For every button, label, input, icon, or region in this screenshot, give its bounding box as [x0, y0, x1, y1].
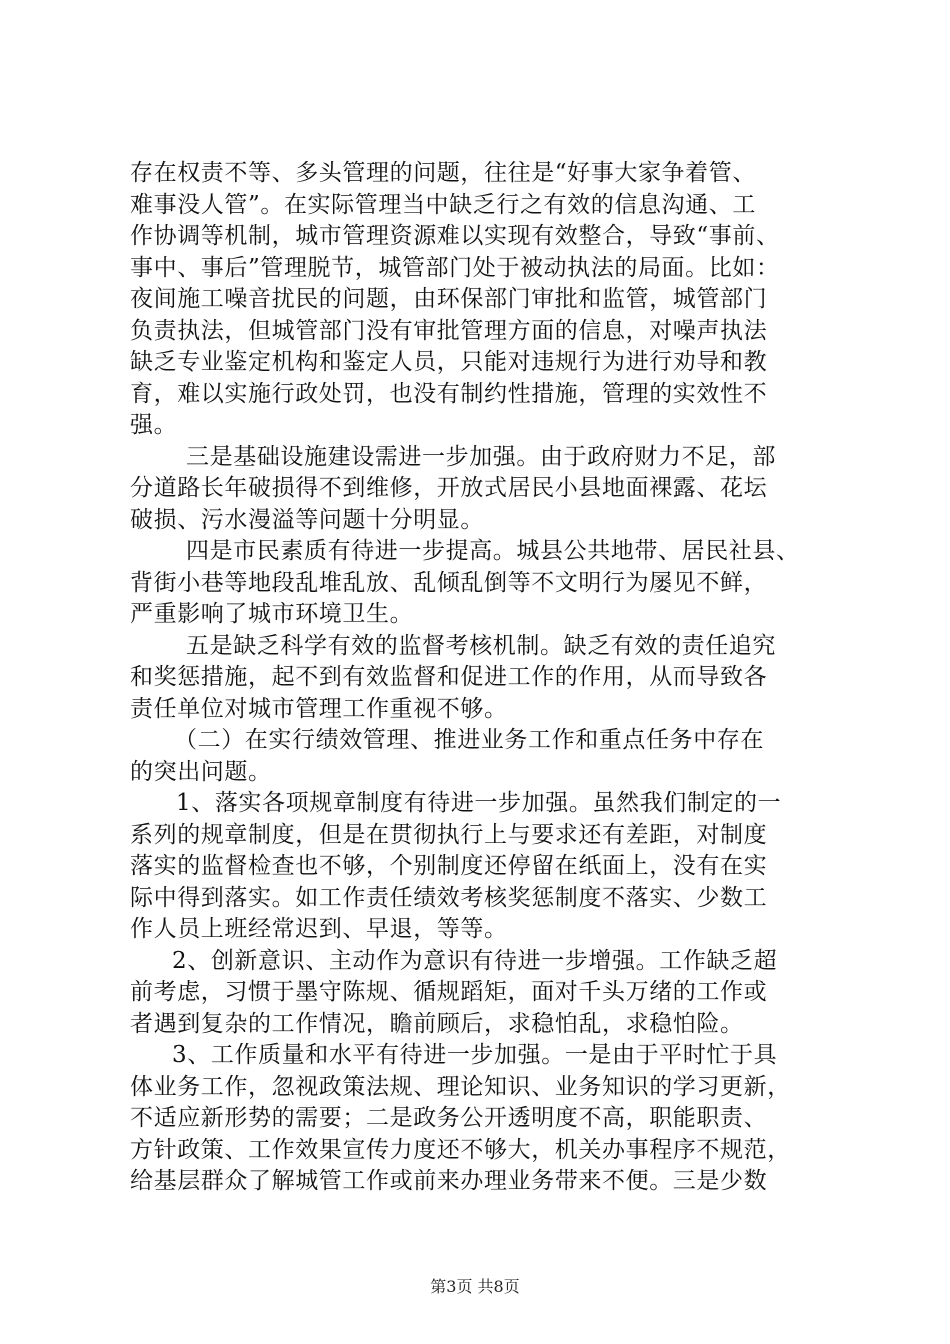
text-line: 破损、污水漫溢等问题十分明显。	[130, 506, 484, 533]
text-line: 作人员上班经常迟到、早退，等等。	[130, 916, 508, 942]
text-line: 际中得到落实。如工作责任绩效考核奖惩制度不落实、少数工	[130, 884, 768, 911]
text-line: 强。	[130, 412, 178, 438]
text-line: 落实的监督检查也不够，个别制度还停留在纸面上，没有在实	[130, 853, 768, 879]
text-line: 分道路长年破损得不到维修，开放式居民小县地面裸露、花坛	[130, 475, 768, 501]
text-line: 严重影响了城市环境卫生。	[130, 601, 414, 627]
paragraph-start-line: 四是市民素质有待进一步提高。城县公共地带、居民社县、	[186, 538, 800, 564]
text-line: 背街小巷等地段乱堆乱放、乱倾乱倒等不文明行为屡见不鲜，	[130, 569, 768, 596]
text-line: 给基层群众了解城管工作或前来办理业务带来不便。三是少数	[130, 1168, 768, 1194]
page-number: 第3页 共8页	[430, 1277, 520, 1296]
paragraph-start-line: 三是基础设施建设需进一步加强。由于政府财力不足，部	[186, 443, 776, 470]
body-text	[130, 158, 830, 1198]
text-line: 责任单位对城市管理工作重视不够。	[130, 695, 508, 722]
text-line: 和奖惩措施，起不到有效监督和促进工作的作用，从而导致各	[130, 664, 768, 690]
text-line: 前考虑，习惯于墨守陈规、循规蹈矩，面对千头万绪的工作或	[130, 979, 768, 1005]
text-line: 者遇到复杂的工作情况，瞻前顾后，求稳怕乱，求稳怕险。	[130, 1010, 744, 1037]
section-heading-line: （二）在实行绩效管理、推进业务工作和重点任务中存在	[174, 727, 764, 753]
paragraph-start-line: 五是缺乏科学有效的监督考核机制。缺乏有效的责任追究	[186, 632, 776, 659]
text-line: 的突出问题。	[130, 758, 272, 785]
paragraph-start-line: 2、创新意识、主动作为意识有待进一步增强。工作缺乏超	[172, 947, 778, 974]
text-line: 方针政策、工作效果宣传力度还不够大，机关办事程序不规范，	[130, 1136, 791, 1163]
text-line: 不适应新形势的需要；二是政务公开透明度不高，职能职责、	[130, 1105, 768, 1131]
text-line: 夜间施工噪音扰民的问题，由环保部门审批和监管，城管部门	[130, 286, 768, 312]
paragraph-start-line: 1、落实各项规章制度有待进一步加强。虽然我们制定的一	[176, 790, 782, 816]
text-line: 事中、事后”管理脱节，城管部门处于被动执法的局面。比如：	[130, 254, 780, 281]
text-line: 存在权责不等、多头管理的问题，往往是“好事大家争着管、	[130, 160, 756, 186]
text-line: 育，难以实施行政处罚，也没有制约性措施，管理的实效性不	[130, 380, 768, 407]
text-line: 缺乏专业鉴定机构和鉴定人员，只能对违规行为进行劝导和教	[130, 349, 768, 375]
text-line: 负责执法，但城管部门没有审批管理方面的信息，对噪声执法	[130, 317, 768, 344]
text-line: 系列的规章制度，但是在贯彻执行上与要求还有差距，对制度	[130, 821, 768, 848]
paragraph-start-line: 3、工作质量和水平有待进一步加强。一是由于平时忙于具	[172, 1042, 778, 1068]
text-line: 难事没人管”。在实际管理当中缺乏行之有效的信息沟通、工	[130, 191, 756, 218]
text-line: 作协调等机制，城市管理资源难以实现有效整合，导致“事前、	[130, 223, 780, 249]
text-line: 体业务工作，忽视政策法规、理论知识、业务知识的学习更新，	[130, 1073, 791, 1100]
